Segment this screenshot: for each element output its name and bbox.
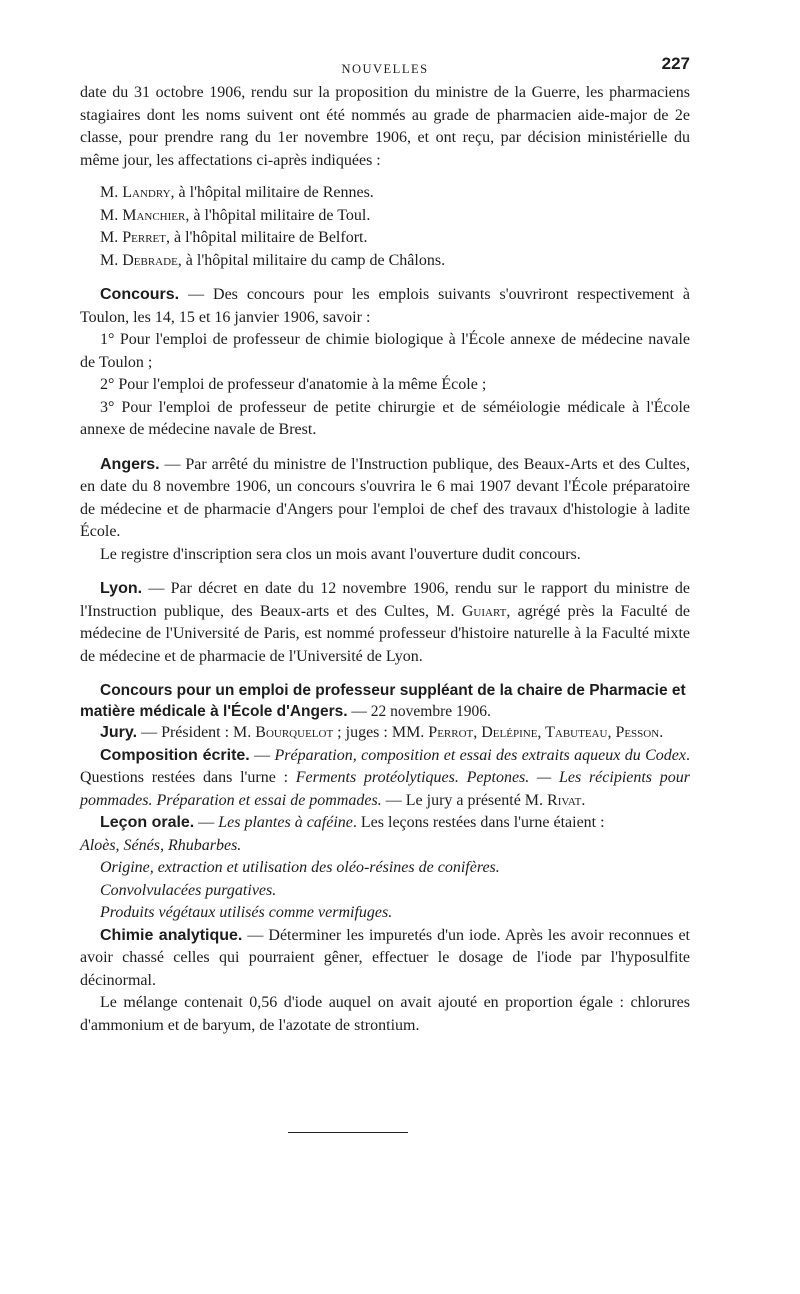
lyon-section bbox=[80, 578, 690, 668]
angers-registration: Le registre d'inscription sera clos un mois avant l'ouverture dudit concours. bbox=[100, 545, 581, 563]
posting-name: Perret bbox=[122, 229, 166, 246]
ecrite-subject: Préparation, composition et essai des extraits aqueux du Codex bbox=[274, 746, 687, 764]
document-page bbox=[80, 48, 690, 1037]
posting-place: , à l'hôpital militaire de Toul. bbox=[185, 206, 371, 224]
ecrite-questions: Ferments protéolytiques. Peptones. — Les récipients pour pommades. Préparation et essai de pommades. bbox=[80, 769, 691, 809]
ecrite-name: Rivat bbox=[547, 791, 582, 809]
jury-label: Jury. bbox=[100, 724, 138, 741]
lyon-paragraph bbox=[80, 578, 690, 668]
orale-dash: — bbox=[194, 814, 219, 831]
chimie-paragraph bbox=[80, 925, 690, 993]
lyon-text-before: — Par décret en date du 12 novembre 1906, rendu sur le rapport du ministre de l'Instruction publique, des Beaux-arts et des Cultes, M. bbox=[80, 580, 690, 620]
orale-urne: . Les leçons restées dans l'urne étaient : bbox=[352, 814, 605, 831]
posting-entry bbox=[100, 205, 690, 228]
concours-heading: Concours. bbox=[100, 286, 180, 303]
chimie-text: — Déterminer les impuretés d'un iode. Après les avoir reconnues et avoir chassé celles qui pourraient gêner, effectuer le dosage de l'iode par l'hyposulfite décinormal. bbox=[80, 926, 690, 989]
ecrite-label: Composition écrite. bbox=[100, 746, 250, 764]
posting-prefix: M. bbox=[100, 206, 123, 224]
intro-paragraph: date du 31 octobre 1906, rendu sur la proposition du ministre de la Guerre, les pharmaciens stagiaires dont les noms suivent ont été nommés au grade de pharmacien aide-major de 2e classe, pour prendre rang du 1er novembre 1906, et ont reçu, par décision ministérielle du même jour, les affectations ci-après indiquées : bbox=[80, 84, 690, 169]
jury-end: . bbox=[659, 724, 664, 741]
posting-place: , à l'hôpital militaire de Belfort. bbox=[165, 229, 368, 246]
orale-label: Leçon orale. bbox=[100, 814, 195, 831]
ecrite-end: . bbox=[581, 791, 586, 809]
concours-paragraph bbox=[80, 284, 690, 329]
running-title: NOUVELLES bbox=[341, 62, 429, 76]
jury-president: Bourquelot bbox=[255, 724, 334, 741]
jury-text: — Président : M. bbox=[137, 724, 256, 741]
end-rule bbox=[288, 1132, 408, 1133]
concours-section bbox=[80, 284, 690, 442]
melange-paragraph: Le mélange contenait 0,56 d'iode auquel on avait ajouté en proportion égale : chlorures d'ammonium et de baryum, de l'azotate de strontium. bbox=[80, 994, 690, 1034]
concours-text: — Des concours pour les emplois suivants s'ouvriront respectivement à Toulon, les 14, 15 et 16 janvier 1906, savoir : bbox=[80, 286, 690, 326]
chaire-section bbox=[80, 680, 690, 1037]
posting-prefix: M. bbox=[100, 251, 123, 269]
angers-section bbox=[80, 454, 690, 567]
angers-heading: Angers. bbox=[100, 455, 160, 473]
posting-name: Landry bbox=[122, 184, 171, 201]
ecrite-urne: . Questions restées dans l'urne : bbox=[80, 746, 691, 786]
posting-name: Debrade bbox=[122, 251, 178, 269]
page-header bbox=[80, 48, 690, 82]
chaire-title-text: Concours pour un emploi de professeur suppléant de la chaire de Pharmacie et matière médicale à l'École d'Angers. bbox=[80, 682, 686, 720]
ecrite-paragraph bbox=[80, 745, 690, 813]
orale-subject: Les plantes à caféine bbox=[218, 814, 353, 831]
postings-list bbox=[80, 182, 690, 272]
posting-place: , à l'hôpital militaire du camp de Châlons. bbox=[177, 251, 446, 269]
page-number: 227 bbox=[661, 54, 690, 73]
concours-item: 1° Pour l'emploi de professeur de chimie biologique à l'École annexe de médecine navale de Toulon ; bbox=[80, 331, 690, 371]
posting-name: Manchier bbox=[122, 206, 186, 224]
orale-item: Aloès, Sénés, Rhubarbes. bbox=[80, 836, 242, 854]
ecrite-dash: — bbox=[249, 746, 275, 764]
posting-entry bbox=[100, 182, 690, 205]
posting-place: , à l'hôpital militaire de Rennes. bbox=[170, 184, 374, 201]
jury-paragraph bbox=[80, 722, 690, 745]
orale-item: Convolvulacées purgatives. bbox=[100, 881, 277, 899]
orale-item: Origine, extraction et utilisation des oléo-résines de conifères. bbox=[100, 859, 500, 876]
concours-item: 3° Pour l'emploi de professeur de petite chirurgie et de séméiologie médicale à l'École annexe de médecine navale de Brest. bbox=[80, 398, 690, 438]
angers-text: — Par arrêté du ministre de l'Instruction publique, des Beaux-Arts et des Cultes, en date du 8 novembre 1906, un concours s'ouvrira le 6 mai 1907 devant l'École préparatoire de médecine et de pharmacie d'Angers pour l'emploi de chef des travaux d'histologie à ladite École. bbox=[80, 455, 690, 540]
ecrite-result: — Le jury a présenté M. bbox=[381, 791, 548, 809]
posting-entry bbox=[100, 227, 690, 250]
posting-prefix: M. bbox=[100, 229, 123, 246]
orale-paragraph bbox=[80, 812, 690, 835]
orale-item: Produits végétaux utilisés comme vermifuges. bbox=[100, 904, 393, 921]
posting-entry bbox=[100, 250, 690, 273]
chaire-title bbox=[80, 680, 690, 722]
concours-item: 2° Pour l'emploi de professeur d'anatomie à la même École ; bbox=[100, 376, 487, 393]
lyon-text-after: , agrégé près la Faculté de médecine de l'Université de Paris, est nommé professeur d'histoire naturelle à la Faculté mixte de médecine et de pharmacie de l'Université de Lyon. bbox=[80, 602, 691, 665]
chimie-label: Chimie analytique. bbox=[100, 926, 243, 944]
jury-juges: Perrot, Delépine, Tabuteau, Pesson bbox=[428, 724, 660, 741]
posting-prefix: M. bbox=[100, 184, 123, 201]
jury-juges-text: ; juges : MM. bbox=[333, 724, 429, 741]
lyon-heading: Lyon. bbox=[100, 580, 143, 597]
chaire-date: — 22 novembre 1906. bbox=[347, 703, 491, 720]
lyon-name: Guiart bbox=[461, 602, 507, 620]
angers-paragraph bbox=[80, 454, 690, 544]
